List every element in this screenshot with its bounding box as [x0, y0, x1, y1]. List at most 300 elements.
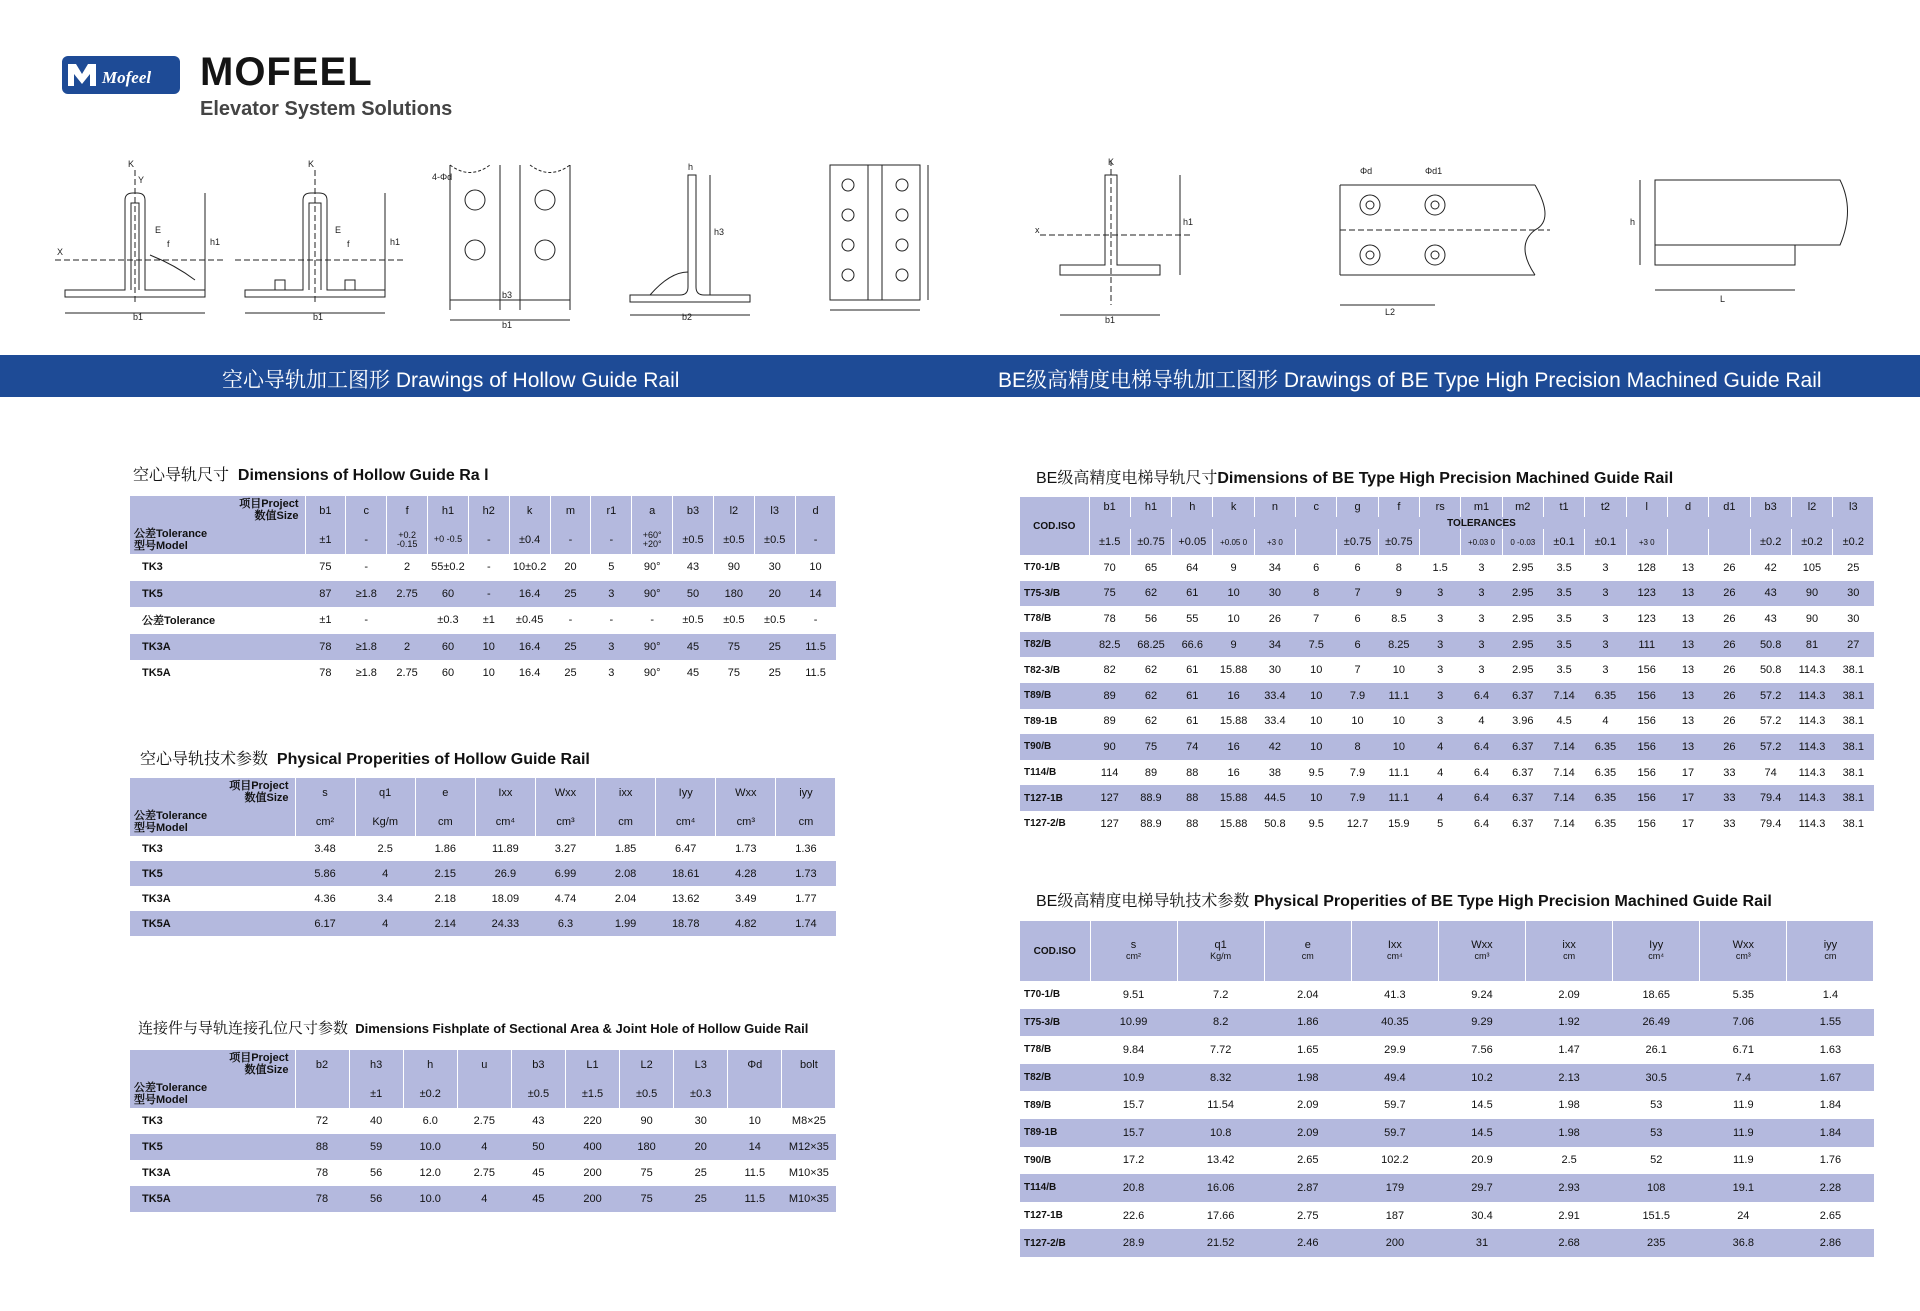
drawing-label: b1 — [502, 320, 513, 330]
column-header: h1 — [428, 496, 469, 525]
tolerance-cell: ±0.3 — [674, 1079, 728, 1108]
table-cell: ≥1.8 — [346, 634, 387, 661]
table-cell: 12.7 — [1346, 817, 1369, 830]
table-cell: 26.9 — [475, 861, 535, 886]
table-cell: 2.28 — [1787, 1174, 1874, 1202]
table-cell: 6.3 — [535, 911, 595, 936]
table-cell: 6.0 — [422, 1115, 438, 1127]
table-cell: ±0.5 — [682, 614, 704, 627]
table-cell: 2.95 — [1502, 632, 1543, 658]
corner-labels — [130, 778, 295, 836]
tolerance-cell — [1420, 529, 1461, 555]
table-cell: 114.3 — [1798, 766, 1826, 779]
table-cell: 123 — [1626, 581, 1667, 607]
drawing-label: b3 — [502, 290, 513, 300]
table-cell: 180 — [620, 1134, 674, 1160]
table-cell: 1.86 — [1264, 1009, 1351, 1037]
table-cell: 57.2 — [1750, 734, 1791, 760]
hollow-dims-title: 空心导轨尺寸 Dimensions of Hollow Guide Ra l — [133, 467, 489, 484]
units-cell: cm — [415, 807, 475, 836]
table-cell: - — [364, 614, 369, 627]
table-cell: 11.9 — [1700, 1119, 1787, 1147]
table-cell: 4 — [1420, 734, 1461, 760]
table-cell: 60 — [428, 581, 469, 608]
table-cell: 6.71 — [1732, 1043, 1755, 1056]
table-cell: 114.3 — [1791, 683, 1832, 709]
tolerance-cell: ±0.5 — [511, 1079, 565, 1108]
table-cell: 156 — [1637, 715, 1656, 728]
corner-header — [130, 1050, 295, 1108]
table-cell: 8.2 — [1177, 1009, 1264, 1037]
unit-cell: cm⁴ — [1613, 951, 1700, 981]
table-cell: 7.14 — [1543, 683, 1584, 709]
table-cell: 13 — [1681, 664, 1695, 677]
tolerance-cell: ±1 — [349, 1079, 403, 1108]
table-cell: 26 — [1723, 715, 1736, 728]
table-cell: 6.4 — [1461, 683, 1502, 709]
table-cell: 3 — [1420, 632, 1461, 658]
table-cell: 2.08 — [596, 861, 656, 886]
table-cell: 25 — [768, 667, 781, 680]
table-cell: 34 — [1254, 632, 1295, 658]
table-cell: 26 — [1709, 581, 1750, 607]
table-cell — [387, 607, 428, 634]
corner-header — [130, 496, 305, 554]
table-cell: 28.9 — [1090, 1229, 1177, 1257]
table-cell: 156 — [1626, 683, 1667, 709]
table-cell: ±0.45 — [515, 614, 544, 627]
table-cell: 114.3 — [1798, 664, 1826, 677]
table-cell: 6.4 — [1461, 785, 1502, 811]
table-cell: 2.68 — [1526, 1229, 1613, 1257]
table-cell: 1.76 — [1819, 1154, 1842, 1167]
table-cell: 42 — [1254, 734, 1295, 760]
row-model: TK5A — [142, 667, 171, 680]
table-cell: 10 — [1351, 715, 1364, 728]
row-model: TK3 — [142, 1115, 163, 1127]
table-cell: 7.72 — [1209, 1043, 1232, 1056]
table-cell: 3.49 — [735, 892, 757, 905]
table-cell: 1.84 — [1819, 1099, 1842, 1112]
table-cell: 2.09 — [1297, 1099, 1319, 1112]
table-cell: 1.5 — [1432, 561, 1448, 574]
unit-cell: cm — [1787, 951, 1874, 981]
table-cell: 74 — [1764, 766, 1777, 779]
table-cell: 1.47 — [1558, 1043, 1580, 1056]
table-cell: 75 — [727, 667, 740, 680]
table-cell: M10×35 — [782, 1186, 836, 1212]
table-cell: 8 — [1296, 581, 1337, 607]
row-model: TK5 — [130, 581, 305, 608]
tolerance-cell: ±0.2 — [1833, 529, 1874, 555]
tolerance-cell: ±0.75 — [1378, 529, 1419, 555]
table-cell: 5.35 — [1732, 988, 1755, 1001]
table-cell: 31 — [1438, 1229, 1525, 1257]
table-cell: M10×35 — [788, 1167, 829, 1179]
table-cell: - — [486, 561, 491, 574]
table-row — [1020, 785, 1874, 811]
table-cell: 6.47 — [675, 842, 697, 855]
table-cell: 88.9 — [1130, 785, 1171, 811]
table-cell: 15.7 — [1122, 1099, 1145, 1112]
drawing-hollow-section-1 — [55, 155, 225, 325]
table-cell: 9.51 — [1122, 988, 1145, 1001]
table-cell: 9.29 — [1438, 1009, 1525, 1037]
table-cell: 30.5 — [1613, 1064, 1700, 1092]
table-cell: 78 — [319, 667, 332, 680]
column-header: Wxx — [716, 778, 776, 807]
column-header: h — [403, 1050, 457, 1079]
row-model: T90/B — [1020, 734, 1089, 760]
column-header: m1 — [1461, 497, 1502, 517]
table-cell: 1.85 — [614, 842, 637, 855]
table-cell: 11.1 — [1388, 766, 1410, 779]
row-model: T82/B — [1020, 1064, 1090, 1092]
table-cell: 90° — [643, 667, 661, 680]
table-cell: 33.4 — [1254, 683, 1295, 709]
column-header: m — [550, 496, 591, 525]
tolerance-cell: - — [346, 525, 387, 554]
table-cell: 6.37 — [1512, 766, 1534, 779]
table-cell: 30 — [768, 561, 781, 574]
table-cell: 1.77 — [795, 892, 817, 905]
table-row — [1020, 657, 1874, 683]
table-cell: 90 — [640, 1115, 653, 1127]
table-cell: 7 — [1313, 612, 1320, 625]
table-cell: 61 — [1186, 715, 1199, 728]
table-cell: 15.88 — [1219, 817, 1248, 830]
table-cell: 2.95 — [1512, 561, 1534, 574]
tolerance-cell — [1709, 529, 1750, 555]
table-cell: 10.9 — [1090, 1064, 1177, 1092]
table-row — [1020, 683, 1874, 709]
header-row — [1020, 497, 1874, 517]
table-cell: 30.4 — [1471, 1209, 1493, 1222]
column-header: bolt — [782, 1050, 836, 1079]
column-header: c — [346, 496, 387, 525]
table-cell: 9.24 — [1471, 988, 1493, 1001]
table-row — [130, 911, 836, 936]
table-cell: 3.5 — [1543, 581, 1584, 607]
table-cell: ±1 — [482, 614, 495, 627]
tolerance-cell: 0 -0.03 — [1502, 529, 1543, 555]
table-cell: 90 — [1805, 612, 1819, 625]
table-cell: 13 — [1667, 581, 1708, 607]
table-cell: 187 — [1385, 1209, 1405, 1222]
table-cell: 62 — [1144, 715, 1158, 728]
column-header: rs — [1420, 497, 1461, 517]
be-phys-table — [1020, 921, 1874, 1257]
column-header: Wxx — [1438, 921, 1525, 951]
be-dims-title: BE级高精度电梯导轨尺寸Dimensions of BE Type High Precision Machined Guide Rail — [1036, 470, 1674, 487]
hollow-phys-title: 空心导轨技术参数 Physical Properities of Hollow Guide Rail — [140, 751, 590, 768]
table-cell: 2.5 — [1561, 1154, 1577, 1167]
table-cell: 26 — [1723, 612, 1736, 625]
table-cell: 13 — [1667, 734, 1708, 760]
table-cell: 29.7 — [1438, 1174, 1525, 1202]
drawing-label: Φd1 — [1425, 166, 1443, 176]
table-cell: 68.25 — [1130, 632, 1171, 658]
be-dims-table — [1020, 497, 1874, 837]
table-cell: M8×25 — [791, 1115, 826, 1127]
column-header: q1 — [1177, 921, 1264, 951]
table-cell: 38.1 — [1833, 683, 1874, 709]
drawing-label: b1 — [1105, 315, 1116, 325]
drawing-label: f — [347, 239, 350, 249]
unit-cell: cm — [1526, 951, 1613, 981]
column-header: t2 — [1585, 497, 1626, 517]
table-cell: 10 — [1310, 664, 1323, 677]
table-row — [130, 607, 836, 634]
table-cell: 70 — [1103, 561, 1116, 574]
drawing-be-section — [1025, 155, 1205, 325]
cod-iso-header: COD.ISO — [1020, 921, 1090, 981]
column-header: t1 — [1543, 497, 1584, 517]
banner-right-title: BE级高精度电梯导轨加工图形 Drawings of BE Type High Precision Machined Guide Rail — [998, 369, 1822, 392]
table-cell: 7 — [1354, 664, 1361, 677]
table-cell: 88 — [1186, 766, 1199, 779]
table-cell: 2.95 — [1512, 664, 1534, 677]
table-cell: 127 — [1089, 785, 1130, 811]
tolerance-cell: - — [795, 525, 836, 554]
table-cell: 75 — [640, 1167, 653, 1179]
table-cell: 13.42 — [1206, 1154, 1235, 1167]
column-header: b1 — [1089, 497, 1130, 517]
column-header: e — [1264, 921, 1351, 951]
tolerance-cell: ±1 — [305, 525, 346, 554]
table-cell: 6.37 — [1502, 683, 1543, 709]
table-cell: 3 — [1461, 581, 1502, 607]
row-model: T78/B — [1024, 613, 1052, 625]
logo-text: Mofeel — [102, 68, 152, 87]
column-header: iyy — [1787, 921, 1874, 951]
table-cell: 15.88 — [1219, 715, 1248, 728]
table-cell: 111 — [1626, 632, 1667, 658]
row-model: 公差Tolerance — [142, 615, 216, 628]
units-cell: cm³ — [535, 807, 595, 836]
model-label: 型号Model — [134, 540, 188, 552]
column-header: Iyy — [1613, 921, 1700, 951]
table-cell: 10 — [1296, 683, 1337, 709]
units-cell: cm⁴ — [475, 807, 535, 836]
column-header: h — [1172, 497, 1213, 517]
column-header: k — [1213, 497, 1254, 517]
table-cell: 78 — [305, 634, 346, 661]
table-cell: 1.92 — [1526, 1009, 1613, 1037]
table-cell: 24.33 — [475, 911, 535, 936]
table-cell: 33.4 — [1264, 715, 1286, 728]
table-cell: 43 — [1764, 612, 1777, 625]
table-cell: 6 — [1337, 632, 1378, 658]
table-cell: 75 — [1089, 581, 1130, 607]
table-cell: ±1 — [319, 614, 332, 627]
drawing-label: x — [1035, 225, 1040, 235]
table-cell: 6.4 — [1473, 817, 1490, 830]
table-cell: 81 — [1791, 632, 1832, 658]
table-cell: 10 — [748, 1115, 761, 1127]
brand-name: MOFEEL — [200, 50, 373, 94]
tolerance-cell: ±0.2 — [403, 1079, 457, 1108]
table-cell: 6.35 — [1585, 734, 1626, 760]
table-cell: 4 — [1602, 715, 1609, 728]
table-row — [1020, 734, 1874, 760]
table-cell: 114.3 — [1798, 817, 1826, 830]
table-cell: 6.37 — [1502, 785, 1543, 811]
table-cell: 8.32 — [1177, 1064, 1264, 1092]
table-cell: 26.1 — [1645, 1043, 1667, 1056]
table-cell: 64 — [1186, 561, 1199, 574]
drawing-label: L — [1720, 294, 1726, 304]
table-cell: 10±0.2 — [512, 561, 547, 574]
table-cell: 50.8 — [1264, 817, 1286, 830]
table-cell: 1.63 — [1819, 1043, 1842, 1056]
table-cell: 6 — [1313, 561, 1320, 574]
column-header: Ixx — [475, 778, 535, 807]
corner-labels — [130, 1050, 295, 1108]
table-cell: 9 — [1378, 581, 1419, 607]
column-header: l — [1626, 497, 1667, 517]
column-header: h1 — [1130, 497, 1171, 517]
table-cell: 1.86 — [434, 842, 456, 855]
table-cell: 3 — [1420, 581, 1461, 607]
column-header: Φd — [728, 1050, 782, 1079]
drawing-label: Y — [138, 175, 145, 185]
table-cell: 3.5 — [1556, 664, 1572, 677]
table-cell: 59.7 — [1384, 1099, 1406, 1112]
table-cell: 2.95 — [1502, 581, 1543, 607]
drawing-label: b1 — [133, 312, 144, 322]
hollow_phys-table — [130, 778, 836, 936]
table-cell: 20 — [674, 1134, 728, 1160]
table-cell: 6.17 — [295, 911, 355, 936]
row-model: T89/B — [1024, 1099, 1052, 1111]
table-cell: ≥1.8 — [355, 667, 377, 680]
table-cell: 61 — [1172, 581, 1213, 607]
table-cell: 61 — [1186, 664, 1199, 677]
table-row — [1020, 811, 1874, 837]
table-row — [130, 861, 836, 886]
table-cell: 3 — [1585, 632, 1626, 658]
table-cell: 79.4 — [1759, 817, 1782, 830]
table-cell: 26 — [1709, 683, 1750, 709]
drawing-label: E — [155, 225, 162, 235]
table-cell: 30 — [1268, 664, 1282, 677]
column-header: l3 — [754, 496, 795, 525]
table-cell: 7.56 — [1471, 1043, 1493, 1056]
tolerance-cell: +0.05 0 — [1213, 529, 1254, 555]
table-cell: 40 — [370, 1115, 383, 1127]
table-cell: 1.98 — [1526, 1119, 1613, 1147]
table-cell: 43 — [1750, 581, 1791, 607]
table-cell: 75 — [713, 634, 754, 661]
table-cell: 2.15 — [415, 861, 475, 886]
table-cell: 6 — [1354, 612, 1361, 625]
table-cell: 2 — [387, 634, 428, 661]
table-cell: 38 — [1268, 766, 1282, 779]
tolerance-cell: +0.2 -0.15 — [387, 525, 428, 554]
table-cell: 22.6 — [1122, 1209, 1145, 1222]
table-cell: 15.88 — [1219, 664, 1248, 677]
table-row — [1020, 581, 1874, 607]
table-cell: 2.5 — [377, 842, 393, 855]
drawing-label: h3 — [714, 227, 725, 237]
table-cell: 56 — [1144, 612, 1158, 625]
table-row — [1020, 1229, 1874, 1257]
table-cell: 16 — [1213, 683, 1254, 709]
column-header: Wxx — [1700, 921, 1787, 951]
table-cell: 4 — [355, 861, 415, 886]
table-cell: 10.99 — [1090, 1009, 1177, 1037]
table-cell: 44.5 — [1254, 785, 1295, 811]
column-header: l3 — [1833, 497, 1874, 517]
table-cell: 88.9 — [1140, 817, 1162, 830]
unit-cell: cm³ — [1700, 951, 1787, 981]
row-model: TK3 — [142, 561, 163, 574]
table-cell: 25 — [564, 667, 577, 680]
table-cell: 6.35 — [1594, 766, 1617, 779]
drawing-label: h — [1630, 217, 1636, 227]
drawing-fishplate-front — [810, 160, 940, 320]
table-cell: 16 — [1213, 734, 1254, 760]
tolerance-cell: ±0.2 — [1791, 529, 1832, 555]
table-cell: 1.98 — [1264, 1064, 1351, 1092]
table-cell: 6.99 — [535, 861, 595, 886]
row-model: T78/B — [1024, 1044, 1052, 1056]
project-label: 项目Project — [229, 780, 289, 792]
table-cell: 50 — [673, 581, 714, 608]
table-cell: 45 — [532, 1167, 545, 1179]
row-model: TK5 — [130, 861, 295, 886]
table-cell: 17 — [1681, 766, 1695, 779]
table-cell: 7.14 — [1543, 734, 1584, 760]
tolerance-cell: ±0.2 — [1750, 529, 1791, 555]
table-cell: 25 — [550, 581, 591, 608]
table-cell: 3 — [1437, 664, 1444, 677]
table-cell: 60 — [428, 634, 469, 661]
table-cell: 114.3 — [1791, 734, 1832, 760]
row-model: T82-3/B — [1024, 664, 1061, 676]
column-header: L1 — [565, 1050, 619, 1079]
column-header: Wxx — [535, 778, 595, 807]
table-cell: 3.4 — [377, 892, 393, 905]
banner-left-title: 空心导轨加工图形 Drawings of Hollow Guide Rail — [222, 369, 680, 392]
table-cell: 9 — [1230, 561, 1237, 574]
table-cell: 3 — [1478, 664, 1485, 677]
column-header: d — [795, 496, 836, 525]
drawing-label: E — [335, 225, 342, 235]
size-label: 数值Size — [244, 792, 289, 804]
row-model: T90/B — [1024, 1154, 1052, 1166]
table-cell: 18.78 — [656, 911, 716, 936]
table-cell: - — [568, 614, 573, 627]
table-cell: 10.0 — [403, 1134, 457, 1160]
table-cell: 10 — [1296, 734, 1337, 760]
column-header: f — [1378, 497, 1419, 517]
table-cell: 87 — [305, 581, 346, 608]
column-header: e — [415, 778, 475, 807]
table-row — [1020, 1091, 1874, 1119]
drawing-hole-pattern — [430, 160, 590, 330]
table-cell: 17.66 — [1206, 1209, 1235, 1222]
corner-project-size — [229, 780, 288, 804]
drawing-label: Φd — [1360, 166, 1373, 176]
table-cell: 88 — [1186, 817, 1199, 830]
row-model: T89-1B — [1024, 715, 1058, 727]
table-cell: 10 — [1378, 734, 1419, 760]
table-cell: 26.49 — [1613, 1009, 1700, 1037]
table-cell: 1.73 — [776, 861, 836, 886]
table-cell: 45 — [686, 667, 700, 680]
